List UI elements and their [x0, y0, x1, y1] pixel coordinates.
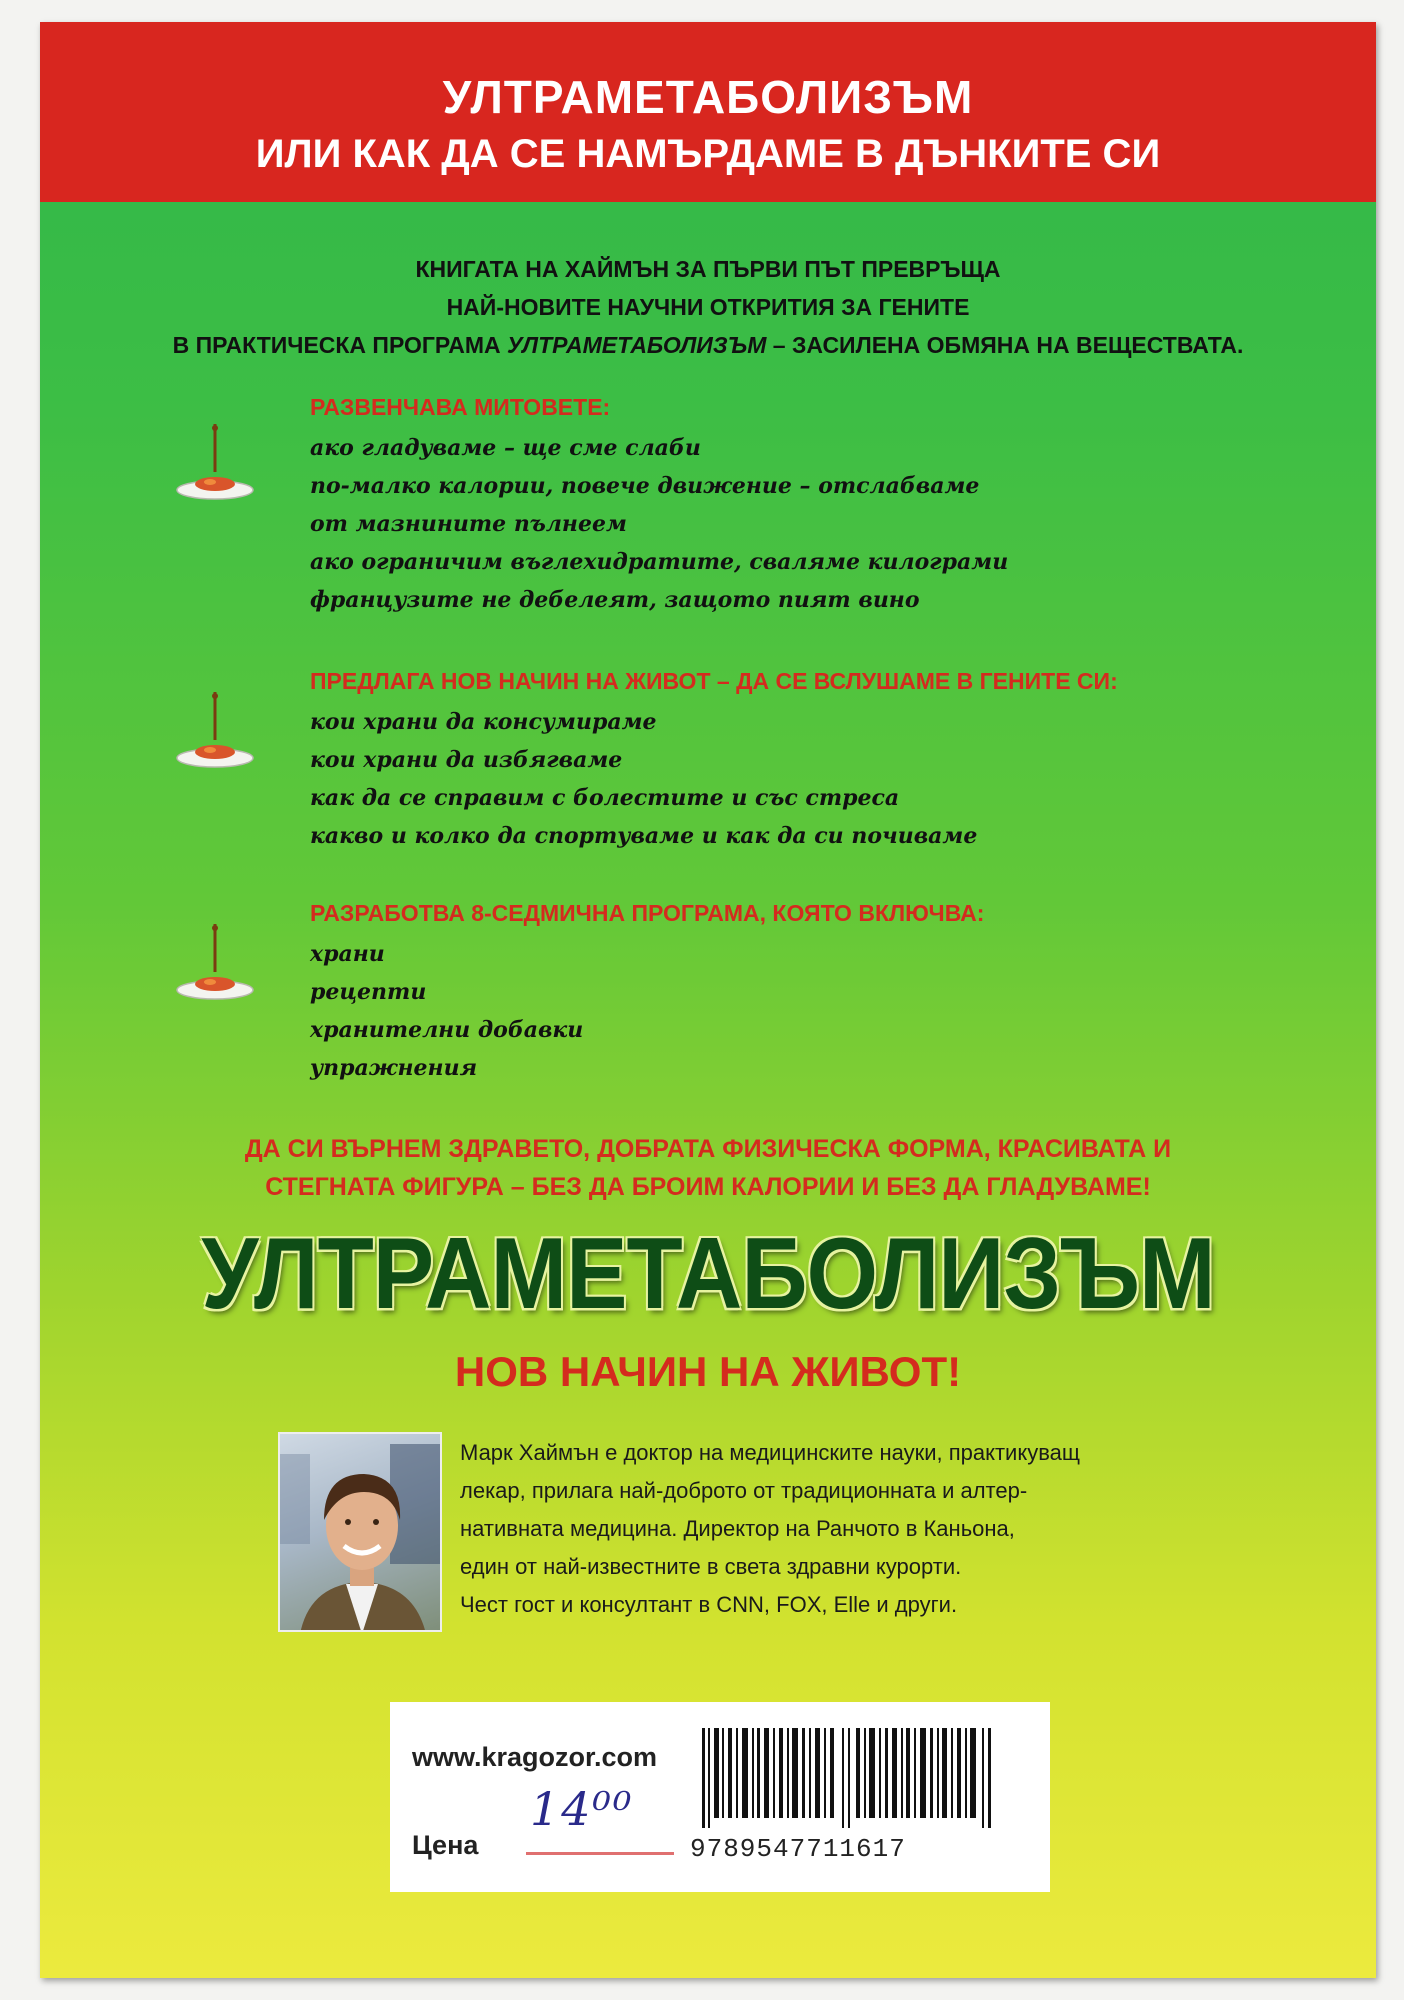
- price-sticker: [390, 1702, 1050, 1892]
- bio-line: един от най-известните в света здравни курорти.: [460, 1554, 962, 1579]
- header-title: УЛТРАМЕТАБОЛИЗЪМ: [442, 71, 974, 123]
- intro-line-3-end: – ЗАСИЛЕНА ОБМЯНА НА ВЕЩЕСТВАТА.: [766, 332, 1244, 358]
- intro-line-2: НАЙ-НОВИТЕ НАУЧНИ ОТКРИТИЯ ЗА ГЕНИТЕ: [446, 294, 970, 320]
- list-item: упражнения: [310, 1055, 478, 1081]
- author-portrait-icon: [280, 1434, 442, 1632]
- price-value: 14⁰⁰: [530, 1782, 634, 1836]
- header-subtitle: ИЛИ КАК ДА СЕ НАМЪРДАМЕ В ДЪНКИТЕ СИ: [255, 132, 1161, 176]
- list-item: французите не дебелеят, защото пият вино: [310, 587, 920, 613]
- list-item: кои храни да избягваме: [310, 747, 623, 773]
- list-item: кои храни да консумираме: [310, 709, 657, 735]
- intro-text: [40, 250, 1376, 364]
- header-band: [40, 22, 1376, 202]
- list-item: как да се справим с болестите и със стреса: [310, 785, 900, 811]
- list-item: рецепти: [310, 979, 427, 1005]
- section-new-lifestyle: [310, 668, 1310, 855]
- publisher-website: www.kragozor.com: [412, 1742, 658, 1772]
- bio-line: Чест гост и консултант в CNN, FOX, Elle и други.: [460, 1592, 958, 1617]
- tagline-line-2: СТЕГНАТА ФИГУРА – БЕЗ ДА БРОИМ КАЛОРИИ И БЕЗ ДА ГЛАДУВАМЕ!: [265, 1173, 1151, 1201]
- bio-line: Марк Хаймън е доктор на медицинските науки, практикуващ: [460, 1440, 1080, 1465]
- tagline: [40, 1130, 1376, 1206]
- list-item: ако ограничим въглехидратите, сваляме килограми: [310, 549, 1009, 575]
- author-bio: [460, 1434, 1340, 1624]
- intro-line-3: [40, 326, 1376, 364]
- intro-line-3-emphasis: УЛТРАМЕТАБОЛИЗЪМ: [507, 332, 767, 358]
- bio-line: лекар, прилага най-доброто от традиционната и алтер-: [460, 1478, 1028, 1503]
- section-myths: [310, 394, 1310, 619]
- author-photo: [278, 1432, 442, 1632]
- list-item: ако гладуваме – ще сме слаби: [310, 435, 701, 461]
- list-item: от мазнините пълнеем: [310, 511, 627, 537]
- section-heading: ПРЕДЛАГА НОВ НАЧИН НА ЖИВОТ – ДА СЕ ВСЛУШАМЕ В ГЕНИТЕ СИ:: [310, 668, 1118, 694]
- brand-title: УЛТРАМЕТАБОЛИЗЪМ: [201, 1217, 1215, 1331]
- list-item: по-малко калории, повече движение – отслабваме: [310, 473, 980, 499]
- section-heading: РАЗРАБОТВА 8-СЕДМИЧНА ПРОГРАМА, КОЯТО ВКЛЮЧВА:: [310, 900, 985, 926]
- price-underline: [526, 1852, 674, 1855]
- bio-line: нативната медицина. Директор на Ранчото в Каньона,: [460, 1516, 1015, 1541]
- intro-line-1: КНИГАТА НА ХАЙМЪН ЗА ПЪРВИ ПЪТ ПРЕВРЪЩА: [415, 256, 1001, 282]
- tagline-line-1: ДА СИ ВЪРНЕМ ЗДРАВЕТО, ДОБРАТА ФИЗИЧЕСКА ФОРМА, КРАСИВАТА И: [244, 1135, 1172, 1163]
- barcode-number: 9789547711617: [690, 1834, 906, 1864]
- list-item: храни: [310, 941, 385, 967]
- list-item: какво и колко да спортуваме и как да си почиваме: [310, 823, 978, 849]
- brand-subtitle: НОВ НАЧИН НА ЖИВОТ!: [454, 1348, 962, 1395]
- list-item: хранителни добавки: [310, 1017, 584, 1043]
- intro-line-3-start: В ПРАКТИЧЕСКА ПРОГРАМА: [172, 332, 508, 358]
- barcode-icon: [702, 1728, 1002, 1828]
- price-label: Цена: [412, 1830, 479, 1860]
- plate-fork-icon: [170, 420, 260, 510]
- book-back-cover: [40, 22, 1376, 1978]
- plate-fork-icon: [170, 688, 260, 778]
- section-program: [310, 900, 1310, 1087]
- section-heading: РАЗВЕНЧАВА МИТОВЕТЕ:: [310, 394, 611, 420]
- plate-fork-icon: [170, 920, 260, 1010]
